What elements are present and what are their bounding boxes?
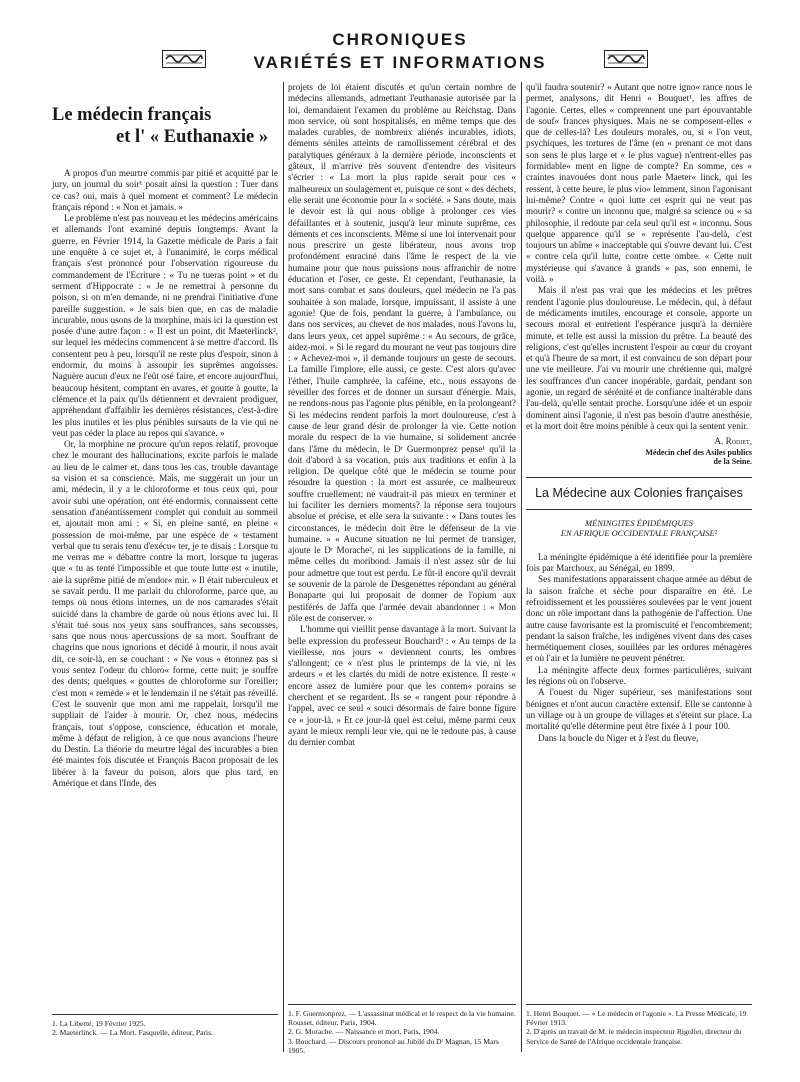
paragraph: Dans la boucle du Niger et à l'est du fleuve, [538, 732, 699, 743]
paragraph: Mais il n'est pas vrai que les médecins et les prêtres rendent l'agonie plus douloureuse. Le médecin, qui, à défaut de médicaments inutiles, encourage et console, apporte un secours moral et entretient l'espérance jusqu'à la dernière minute, et telle est aussi la mission du prêtre. La beauté des religions, c'est qu'elles incrustent l'espoir au cœur du croyant et qu'à l'heure de sa mort, il est convaincu de son départ pour une vie meilleure. J'ai vu mourir une chrétienne qui, malgré les souffrances d'un cancer inopérable, gardait, pendant son agonie, un regard de sérénité et de confiance inaltérable dans l'au-delà, qu'elle sentait proche. Lorsqu'une idée et un espoir dominent ainsi l'agonie, il n'est pas besoin d'autre anesthésie, et la mort doit être moins pénible à ceux qui la sentent venir. [526, 285, 752, 431]
paragraph: Le problème n'est pas nouveau et les médecins américains et allemands l'ont examiné depuis longtemps. Avant la guerre, en Février 1914, la Gazette médicale de Paris a fait une enquête à ce sujet et, à l'unanimité, le corps médical français s'est prononcé pour l'observation rigoureuse du commandement de l'Ecriture : « Tu ne tueras point » et du serment d'Hippocrate : « Je ne remettrai à personne du poison, si on m'en demande, ni ne prendrai l'initiative d'une pareille suggestion. » Je sais bien que, en cas de maladie incurable, nous usons de la morphine, mais ici la question est posée d'une autre façon : « Il est un point, dit Maeterlinck², sur lequel les médecins commencent à se mettre d'accord. Ils consentent peu à peu, lorsqu'il ne reste plus d'espoir, sinon à endormir, du moins à assoupir les suprêmes angoisses. Naguère aucun d'eux ne l'eût osé faire, et encore aujourd'hui, beaucoup hésitent, comptant en avares, et goutte à goutte, la clémence et la paix qu'ils détiennent et devraient prodiguer, appréhendant d'affaiblir les dernières résistances, c'est-à-dire les plus inutiles et les plus pénibles sursauts de la vie qui ne veut pas céder la place au repos qui s'avance. » [52, 213, 278, 438]
paragraph: qu'il faudra soutenir? « Autant que notre igno« rance nous le permet, analysons, dit Henri « Bouquet¹, les affres de l'agonie. Certes, elles « comprennent une part épouvantable de souf« frances physiques. Mais ne se composent-elles « que de celles-là? Les douleurs morales, ou, si « l'on veut, psychiques, les tortures de l'âme (en « prenant ce mot dans son sens le plus large et « le plus vague) n'entrent-elles pas formidable« ment en ligne de compte? En somme, ces « craintes inavouées dont nous parle Maeter« linck, qui les ressent, à cette heure, le plus vio« lemment, sinon l'agonisant lui-même? Contre « quoi lutte cet esprit qui ne veut pas mourir? « contre un inconnu que, malgré sa science ou « sa philosophie, il redoute par cela seul qu'il est « inconnu. Sous quelque apparence qu'il se « représente l'au-delà, c'est toujours un abîme « inacceptable qui s'ouvre devant lui. C'est « contre cela qu'il lutte, contre cette ombre. « Cette nuit mystérieuse qui s'avance à grands « pas, son ennemi, le voilà. » [526, 82, 752, 285]
footnote: 3. Bouchard. — Discours prononcé au Jubilé du Dʳ Magnan, 15 Mars 1905. [288, 1036, 499, 1055]
footnote: 2. D'après un travail de M. le médecin inspecteur Rigollet, directeur du Service de Santé de l'Afrique occidentale française. [526, 1027, 742, 1046]
paragraph: projets de loi étaient discutés et qu'un certain nombre de médecins allemands, admettant l'euthanasie autorisée par la loi, demandaient l'examen du problème au Reichstag. Dans mon service, où sont hospitalisés, en même temps que des malades curables, de nombreux aliénés incurables, idiots, déments séniles atteints de ramollissement cérébral et des paralytiques généraux à la dernière période, inconscients et gâteux, il m'arrive très souvent d'entendre des visiteurs s'écrier : « La mort la plus rapide serait pour ces « malheureux un soulagement et, puisque ce sont « des déchets, elle serait une économie pour la « société. » Sans doute, mais le devoir est là qui nous oblige à prolonger ces vies défaillantes et à soutenir, jusqu'à leur minute suprême, ces déments et ces inconscients. Même si une loi intervenait pour nous prescrire un geste libérateur, nous avons trop profondément enraciné dans l'âme le respect de la vie humaine pour que nous puissions nous affranchir de notre éducation et l'oser, ce geste. Et cependant, l'euthanasie, la mort sans combat et sans douleurs, quel médecin ne l'a pas souhaitée à son malade, lorsque, impuissant, il assiste à une agonie! Que de fois, pendant la guerre, à l'ambulance, ou dans nos services, au chevet de nos malades, nous l'avons lu, dans leurs yeux, cet appel suprême : « Au secours, de grâce, aidez-moi. » Si le regard du mourant ne veut pas toujours dire : « Achevez-moi », il demande toujours un geste de secours. La famille l'implore, elle aussi, ce geste. C'est alors qu'avec l'éther, l'huile camphrée, la caféine, etc., nous essayons de réveiller des forces et de donner un sursaut d'énergie. Mais, ne rendons-nous pas l'agonie plus pénible, en la prolongeant? Si les médecins rendent parfois la mort douloureuse, c'est à cause de leur grand désir de prolonger la vie. Cette notion morale du respect de la vie humaine, si solidement ancrée dans l'âme du médecin, le Dʳ Guermonprez pense¹ qu'il la doit d'abord à sa vocation, puis aux traditions et enfin à la religion. De quelque côté que le médecin se tourne pour résoudre la question : la mort est assurée, ce malheureux souffre cruellement; ne vaudrait-il pas mieux en terminer et lui faciliter les derniers moments? la réponse sera toujours absolue et précise, et elle sera la suivante : « Dans toutes les circonstances, le médecin doit être le défenseur de la vie humaine. » « Aucune situation ne lui permet de transiger, ajoute le Dʳ Morache², ni les supplications de la famille, ni même celles du moribond. Jamais il n'est assez sûr de lui pour admettre que tout est perdu. Le fût-il encore qu'il devrait se souvenir de la parole de Desgenettes répondant au général Bonaparte qui lui proposait de donner de l'opium aux pestiférés de Jaffa que l'armée devait abandonner : « Mon rôle est de conserver. » [288, 82, 516, 623]
column-divider [283, 82, 284, 1052]
footnote: 2. Maeterlinck. — La Mort. Fasquelle, éditeur, Paris. [52, 1028, 214, 1038]
paragraph: La méningite épidémique a été identifiée pour la première fois par Marchoux, au Sénégal, en 1899. [526, 551, 752, 574]
section-divider [526, 477, 752, 478]
column-divider [521, 82, 522, 1052]
section-subtitle: VARIÉTÉS ET INFORMATIONS [253, 53, 547, 72]
section-header [0, 30, 800, 74]
article-title-line-2: et l' « Euthanaxie » [116, 127, 269, 147]
article-title-line-1: Le médecin français [52, 105, 212, 125]
article-title [52, 104, 278, 148]
section-divider [526, 509, 752, 510]
footnote: 1. Henri Bouquet. — « Le médecin et l'agonie ». La Presse Médicale, 19 Février 1913. [526, 1009, 747, 1028]
column-1 [52, 88, 278, 789]
author-role: Médecin chef des Asiles publics [645, 447, 752, 457]
paragraph: Or, la morphine ne procure qu'un repos relatif, provoque chez le mourant des hallucinations, excite parfois le malade au lieu de le calmer et, dans tous les cas, trouble davantage sa vision et sa conscience. Mais, me suggérait un jour un ami, médecin, il y a le chloroforme et tous ceux qui, pour avoir subi une opération, ont été endormis, connaissent cette sensation d'anéantissement complet qui conduit au sommeil et, ajoutait mon ami : « Si, en pleine santé, en pleine « possession de moi-même, par une espèce de « testament verbal que tu serais tenu d'exécu« ter, je te disais : Lorsque tu me verras me « débattre contre la mort, lorsque tu jugeras que « tu as tenté l'impossible et que toute lutte est « inutile, aie la suprême pitié de m'endor« mir. » Il était tuberculeux et se savait perdu. Il me parlait du chloroforme, parce que, au temps où nous étions internes, un de nos camarades s'était suicidé dans la chambre de garde où nous étions avec lui. Il s'était tué sous nos yeux sans souffrances, sans secousses, sans que nous nous apercussions de sa mort. Souffrant de chagrins que nous ignorions et décidé à mourir, il nous avait dit, ce soir-là, en se couchant : « Ne vous « étonnez pas si vous sentez l'odeur du chloro« forme, cette nuit; je souffre des dents; quelques « gouttes de chloroforme sur l'oreiller; c'est mon « remède » et le lendemain il ne s'était pas réveillé. C'est le souvenir que mon ami me rappelait, lorsqu'il me suppliait de l'aider à mourir. Or, chez nous, médecins français, tout s'oppose, conscience, éducation et morale, même à défaut de religion, à ce que nous avancions l'heure du Destin. La théorie du meurtre légal des incurables a bien été maintes fois discutée et François Bacon proposait de les libérer à la faveur du poison, alors que plus tard, en Amérique et dans l'Inde, des [52, 439, 278, 789]
column-2 [288, 82, 516, 749]
footnote: 1. La Liberté, 19 Février 1925. [52, 1019, 146, 1028]
author-role: de la Seine. [713, 457, 752, 466]
article-2-subtitle [526, 518, 752, 538]
ornament-left-icon [162, 50, 206, 68]
paragraph: A l'ouest du Niger supérieur, ses manifestations sont bénignes et n'ont aucun caractère extensif. Elle se cantonne à un village ou à un groupe de villages et s'éteint sur place. La mortalité qu'elle détermine peut être fixée à 1 pour 100. [526, 687, 752, 732]
paragraph: La méningite affecte deux formes particulières, suivant les régions où on l'observe. [526, 664, 752, 687]
author-name: A. Rodiet, [714, 436, 752, 447]
footnote: 2. G. Morache. — Naissance et mort, Paris, 1904. [288, 1027, 440, 1037]
signature [526, 436, 752, 466]
article-2-subtitle-line-1: MÉNINGITES ÉPIDÉMIQUES [585, 517, 693, 528]
article-2-title: La Médecine aux Colonies françaises [535, 485, 743, 500]
column-3 [526, 82, 752, 744]
footnotes-column-1 [52, 1014, 278, 1037]
ornament-right-icon [604, 50, 648, 68]
article-2-subtitle-line-2: EN AFRIQUE OCCIDENTALE FRANÇAISE² [560, 527, 718, 538]
footnotes-column-3 [526, 1004, 752, 1046]
section-title: CHRONIQUES [332, 30, 468, 49]
paragraph: Ses manifestations apparaissent chaque année au début de la saison fraîche et sèche pour disparaître en été. Le refroidissement et les poussières soulevées par le vent jouent donc un rôle important dans la pathogénie de l'affection. Une autre cause favorisante est la promiscuité et l'encombrement; pendant la saison fraîche, les indigènes vivent dans des cases hermétiquement closes, souillées par les ordures ménagères et où l'air et la lumière ne peuvent pénétrer. [526, 574, 752, 664]
paragraph: A propos d'un meurtre commis par pitié et acquitté par le jury, un journal du soir¹ posait ainsi la question : Tuer dans ce cas? oui, mais à quel moment et comment? Le médecin français répond : « Non et jamais. » [52, 168, 278, 212]
paragraph: L'homme qui vieillit pense davantage à la mort. Suivant la belle expression du professeur Bouchard³ : « Au temps de la vieillesse, nos jours « deviennent courts, les ombres s'allongent; ce « n'est plus le printemps de la vie, ni les ardeurs « et les clartés du midi de notre existence. Il reste « encore assez de lumière pour que les contem« porains se cherchent et se regardent. Ils se « rangent pour répondre à l'appel, avec ce seul « souci désormais de faire bonne figure ce « jour-là. » Et ce jour-là quel est celui, même parmi ceux ayant le mieux rempli leur vie, qui ne le redoute pas, à cause du dernier combat [288, 624, 516, 748]
footnote: 1. F. Guermonprez. — L'assassinat médical et le respect de la vie humaine. Rousset, éditeur, Paris, 1904. [288, 1009, 516, 1028]
footnotes-column-2 [288, 1004, 516, 1055]
